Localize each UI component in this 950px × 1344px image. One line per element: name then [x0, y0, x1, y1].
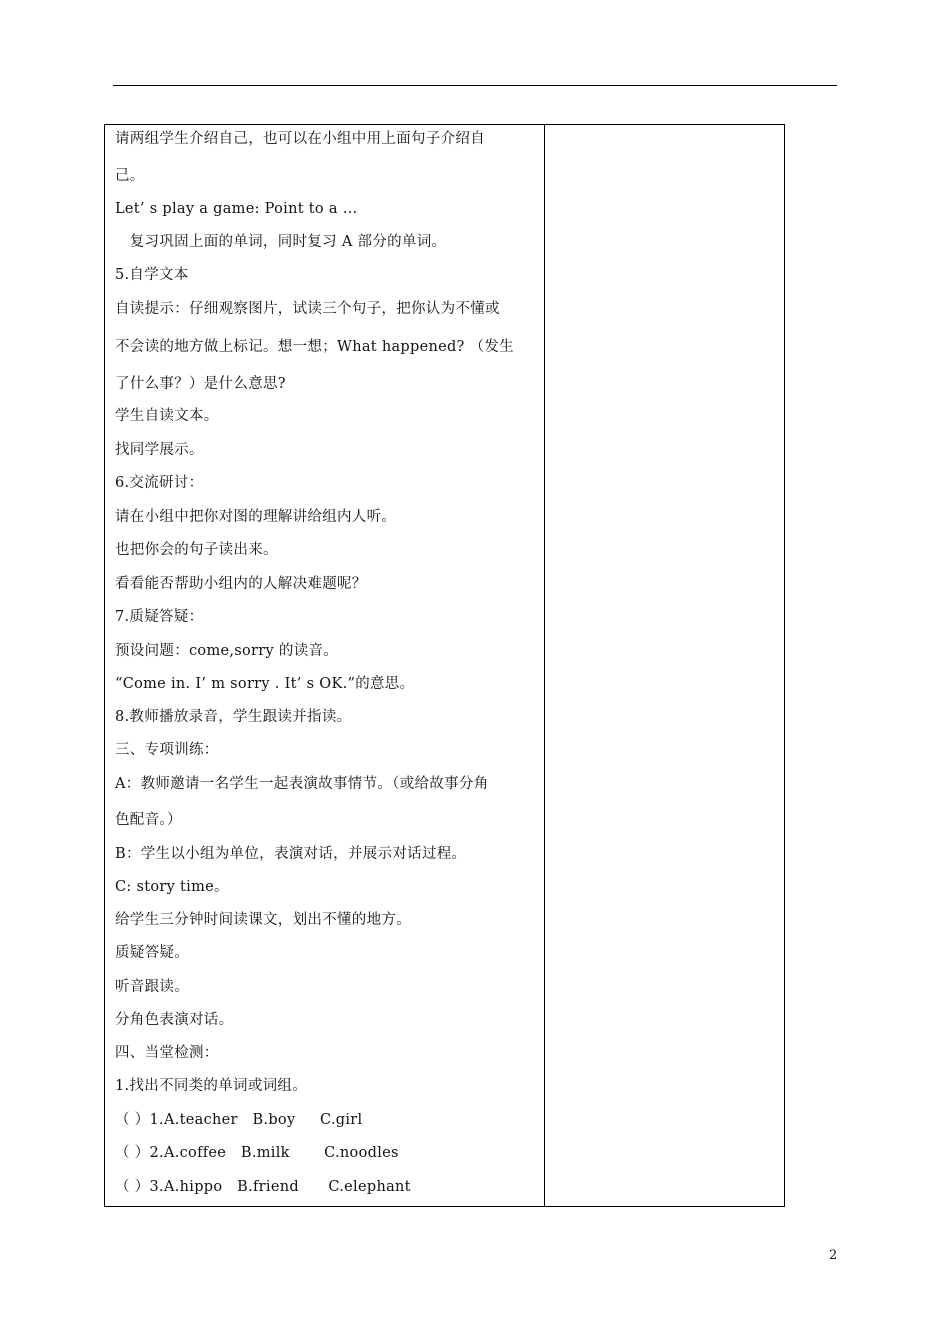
text-line: C: story time。 — [115, 879, 229, 895]
text-line: 分角色表演对话。 — [115, 1012, 234, 1028]
text-line: 请在小组中把你对图的理解讲给组内人听。 — [115, 509, 397, 525]
text-line: 也把你会的句子读出来。 — [115, 542, 278, 558]
text-line: 色配音。） — [115, 812, 182, 828]
text-line: 5.自学文本 — [115, 267, 189, 283]
text-line: 8.教师播放录音，学生跟读并指读。 — [115, 709, 352, 725]
text-line: 学生自读文本。 — [115, 408, 219, 424]
text-line: 7.质疑答疑： — [115, 609, 204, 625]
text-line: 不会读的地方做上标记。想一想；What happened? （发生 — [115, 339, 514, 355]
text-line: 请两组学生介绍自己，也可以在小组中用上面句子介绍自 — [115, 131, 485, 147]
text-line: 给学生三分钟时间读课文，划出不懂的地方。 — [115, 912, 411, 928]
text-line: （ ）3.A.hippo B.friend C.elephant — [115, 1179, 411, 1195]
text-line: A：教师邀请一名学生一起表演故事情节。（或给故事分角 — [115, 776, 489, 792]
header-rule — [113, 85, 837, 86]
text-line: “Come in. I’ m sorry . It’ s OK.”的意思。 — [115, 676, 415, 692]
text-line: 了什么事？）是什么意思? — [115, 376, 286, 392]
text-line: 己。 — [115, 168, 145, 184]
text-line: B：学生以小组为单位，表演对话，并展示对话过程。 — [115, 846, 467, 862]
text-line: 三、专项训练： — [115, 742, 219, 758]
text-line: 质疑答疑。 — [115, 945, 189, 961]
text-line: Let’ s play a game: Point to a … — [115, 201, 358, 217]
text-line: （ ）1.A.teacher B.boy C.girl — [115, 1112, 363, 1128]
text-line: 自读提示：仔细观察图片，试读三个句子，把你认为不懂或 — [115, 301, 500, 317]
text-line: 预设问题：come,sorry 的读音。 — [115, 643, 339, 659]
text-line: 看看能否帮助小组内的人解决难题呢？ — [115, 576, 367, 592]
text-line: 四、当堂检测： — [115, 1045, 219, 1061]
text-line: （ ）2.A.coffee B.milk C.noodles — [115, 1145, 399, 1161]
text-line: 1.找出不同类的单词或词组。 — [115, 1078, 308, 1094]
text-line: 听音跟读。 — [115, 979, 189, 995]
text-line: 找同学展示。 — [115, 442, 204, 458]
text-line: 6.交流研讨： — [115, 475, 204, 491]
text-line: 复习巩固上面的单词，同时复习 A 部分的单词。 — [115, 234, 447, 250]
page-number: 2 — [829, 1248, 838, 1263]
lesson-plan-table — [104, 124, 785, 1207]
table-column-divider — [544, 125, 545, 1206]
